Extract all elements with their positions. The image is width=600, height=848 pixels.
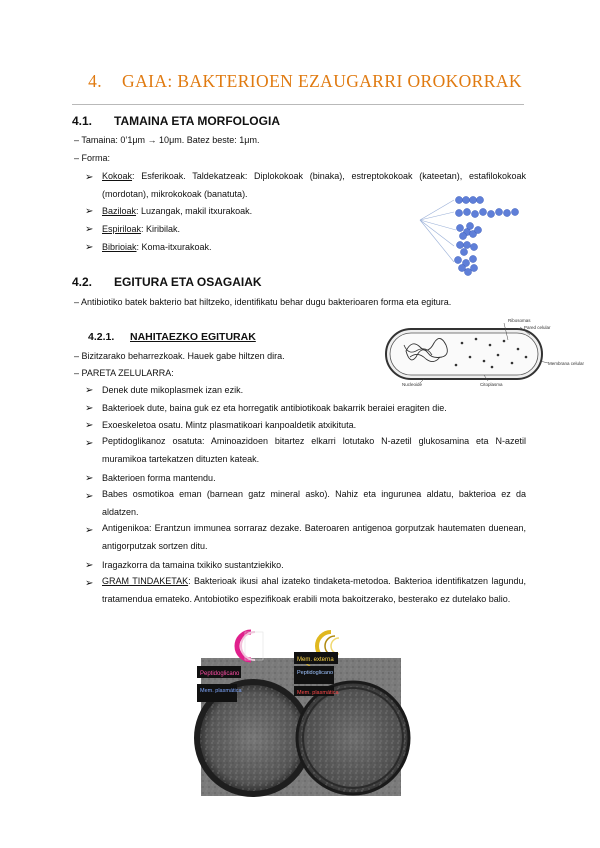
chapter-number: 4. bbox=[88, 71, 103, 91]
list-item: Baziloak: Luzangak, makil itxurakoak. bbox=[102, 206, 253, 216]
list-item: GRAM TINDAKETAK: Bakterioak ikusi ahal izateko tindaketa-metodoa. Bakterioa identifikatzen lagundu, tratamendua emateko. Antobiotiko espezifikoak erabili mota bakoitzerako, besterako ez dutelako balio. bbox=[102, 576, 526, 604]
subsection-number: 4.2.1. bbox=[88, 331, 115, 343]
list-item: Antigenikoa: Erantzun immunea sorraraz dezake. Bateroaren antigenoa gorputzak hautematen duenean, antigorputzak sortzen ditu. bbox=[102, 523, 526, 551]
list-item: Bibrioiak: Koma-itxurakoak. bbox=[102, 242, 212, 252]
label-cell-membrane: Membrana celular bbox=[548, 361, 585, 366]
section-heading-4-1 bbox=[72, 114, 280, 128]
gram-positive-membrane-label: Mem. plasmática bbox=[200, 688, 242, 694]
list-item: Exoeskeletoa osatu. Mintz plasmatikoari kanpoaldetik atxikituta. bbox=[102, 420, 357, 430]
section-title: TAMAINA ETA MORFOLOGIA bbox=[114, 114, 280, 128]
bullet-arrow-icon: ➢ bbox=[85, 491, 94, 502]
bacterial-cell-diagram bbox=[380, 313, 585, 388]
bullet-arrow-icon: ➢ bbox=[85, 420, 94, 431]
section-title: EGITURA ETA OSAGAIAK bbox=[114, 275, 262, 289]
subsection-heading-4-2-1 bbox=[88, 331, 256, 343]
bullet-arrow-icon: ➢ bbox=[85, 206, 94, 217]
subsection-title: NAHITAEZKO EGITURAK bbox=[130, 331, 256, 343]
list-item: Babes osmotikoa eman (barnean gatz mineral asko). Nahiz eta ingurunea aldatu, bakterioa ez da aldatzen. bbox=[102, 489, 526, 517]
section-heading-4-2 bbox=[72, 275, 262, 289]
gram-stain-micrograph bbox=[193, 628, 405, 796]
list-item: Iragazkorra da tamaina txikiko sustantziekiko. bbox=[102, 560, 284, 570]
essential-line: – Bizitzarako beharrezkoak. Hauek gabe hiltzen dira. bbox=[74, 351, 285, 361]
cell-wall-line: – PARETA ZELULARRA: bbox=[74, 368, 174, 378]
bullet-arrow-icon: ➢ bbox=[85, 385, 94, 396]
bullet-arrow-icon: ➢ bbox=[85, 224, 94, 235]
gram-negative-outer-membrane-label: Mem. externa bbox=[297, 657, 334, 663]
bullet-arrow-icon: ➢ bbox=[85, 242, 94, 253]
list-item: Bakterioen forma mantendu. bbox=[102, 473, 216, 483]
list-item: Kokoak: Esferikoak. Taldekatzeak: Diplokokoak (binaka), estreptokokoak (kateetan), estafilokokoak (mordotan), mikrokokoak (banatuta). bbox=[102, 171, 526, 199]
size-line: – Tamaina: 0’1μm → 10μm. Batez beste: 1μm. bbox=[74, 135, 260, 145]
label-cytoplasm: Citoplasma bbox=[480, 382, 503, 387]
chapter-title bbox=[70, 71, 540, 92]
title-divider bbox=[72, 104, 524, 105]
gram-negative-membrane-label: Mem. plasmática bbox=[297, 690, 339, 696]
list-item: Peptidoglikanoz osatuta: Aminoazidoen bitartez elkarri lotutako N-azetil glukosamina eta N-azetil muramikoa tartekatzen dituzten kateak. bbox=[102, 436, 526, 464]
gram-negative-peptidoglycan-label: Peptidoglicano bbox=[297, 670, 334, 676]
section-number: 4.2. bbox=[72, 275, 93, 289]
gram-positive-peptidoglycan-label: Peptidoglicano bbox=[200, 671, 240, 677]
shape-line: – Forma: bbox=[74, 153, 111, 163]
chapter-title-text: GAIA: BAKTERIOEN EZAUGARRI OROKORRAK bbox=[122, 71, 522, 91]
structure-intro-line: – Antibiotiko batek bakterio bat hiltzeko, identifikatu behar dugu bakterioaren forma eta egitura. bbox=[74, 297, 452, 307]
bullet-arrow-icon: ➢ bbox=[85, 172, 94, 183]
label-nucleoid: Nucleoide bbox=[402, 382, 423, 387]
label-cell-wall: Pared celular bbox=[524, 325, 551, 330]
bullet-arrow-icon: ➢ bbox=[85, 560, 94, 571]
cocci-arrangements-figure bbox=[418, 190, 528, 290]
bullet-arrow-icon: ➢ bbox=[85, 403, 94, 414]
list-item: Espiriloak: Kiribilak. bbox=[102, 224, 181, 234]
list-item: Denek dute mikoplasmek izan ezik. bbox=[102, 385, 244, 395]
bullet-arrow-icon: ➢ bbox=[85, 578, 94, 589]
bullet-arrow-icon: ➢ bbox=[85, 438, 94, 449]
list-item: Bakterioek dute, baina guk ez eta horregatik antibiotikoak bakarrik beraiei eragiten die. bbox=[102, 403, 447, 413]
bullet-arrow-icon: ➢ bbox=[85, 473, 94, 484]
bullet-arrow-icon: ➢ bbox=[85, 525, 94, 536]
label-ribosomes: Ribosomas bbox=[508, 318, 531, 323]
section-number: 4.1. bbox=[72, 114, 93, 128]
